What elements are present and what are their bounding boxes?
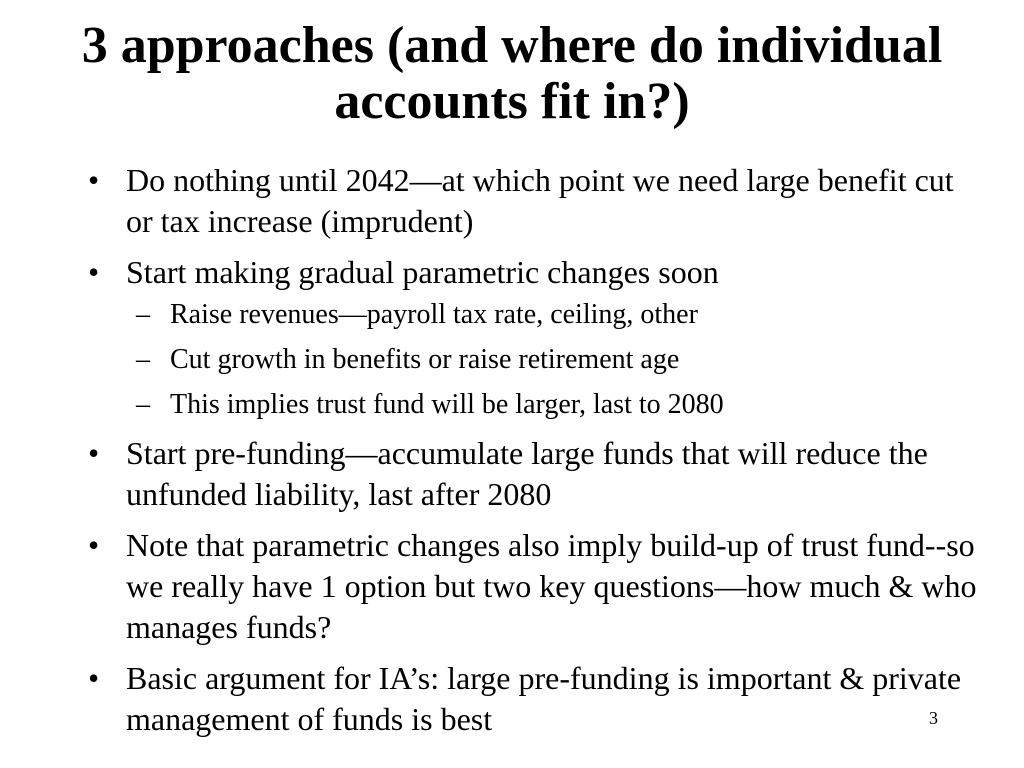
subbullet-text: This implies trust fund will be larger, last to 2080 — [170, 389, 724, 420]
bullet-marker: • — [88, 162, 100, 198]
bullet-marker: • — [88, 527, 100, 563]
bullet-marker: • — [88, 435, 100, 471]
subbullet-text: Raise revenues—payroll tax rate, ceiling, other — [170, 299, 698, 330]
subbullet-marker: – — [136, 389, 150, 420]
bullet-text: Basic argument for IA’s: large pre-funding is important & private management of funds is best — [126, 660, 962, 737]
bullet-marker: • — [88, 660, 100, 696]
bullet-list — [82, 160, 982, 750]
subbullet-list — [126, 297, 982, 423]
bullet-text: Do nothing until 2042—at which point we need large benefit cut or tax increase (imprudent) — [126, 162, 954, 239]
subbullet-item — [126, 342, 982, 378]
bullet-text: Note that parametric changes also imply build-up of trust fund--so we really have 1 option but two key questions—how much & who manages funds? — [126, 527, 977, 645]
bullet-item — [82, 525, 982, 648]
subbullet-text: Cut growth in benefits or raise retirement age — [170, 344, 680, 375]
bullet-text: Start making gradual parametric changes soon — [126, 254, 719, 290]
slide-title: 3 approaches (and where do individual accounts fit in?) — [81, 17, 943, 130]
bullet-item — [82, 433, 982, 515]
bullet-text: Start pre-funding—accumulate large funds that will reduce the unfunded liability, last after 2080 — [126, 435, 928, 512]
slide-number: 3 — [929, 708, 938, 728]
subbullet-marker: – — [136, 344, 150, 375]
subbullet-marker: – — [136, 299, 150, 330]
subbullet-item — [126, 387, 982, 423]
bullet-item — [82, 160, 982, 242]
bullet-marker: • — [88, 254, 100, 290]
bullet-item — [82, 252, 982, 423]
bullet-item — [82, 658, 982, 740]
subbullet-item — [126, 297, 982, 333]
